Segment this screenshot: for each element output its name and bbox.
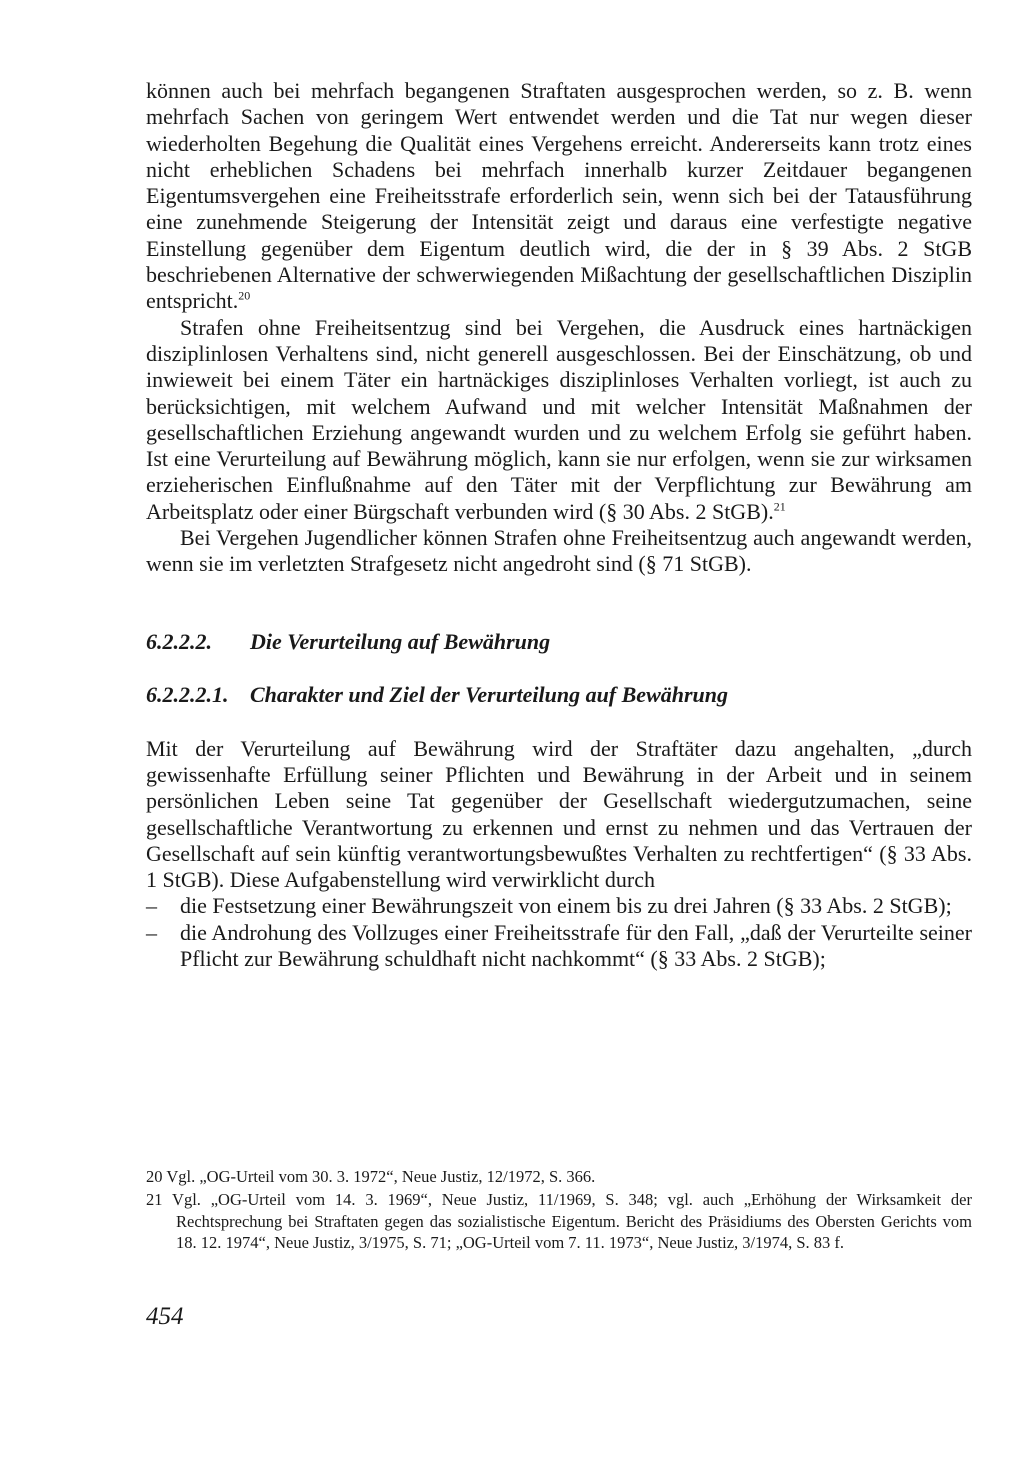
body-text-2 (146, 736, 972, 973)
footnotes (146, 1166, 972, 1255)
subsection-number: 6.2.2.2.1. (146, 681, 229, 707)
body-text (146, 78, 972, 578)
footnote-20: 20 Vgl. „OG-Urteil vom 30. 3. 1972“, Neue Justiz, 12/1972, S. 366. (146, 1167, 596, 1186)
subsection-title: Charakter und Ziel der Verurteilung auf Bewährung (250, 681, 729, 707)
section-number: 6.2.2.2. (146, 628, 212, 654)
paragraph-2 (146, 315, 972, 525)
list-item-text: die Androhung des Vollzuges einer Freiheitsstrafe für den Fall, „daß der Verurteilte seiner Pflicht zur Bewährung schuldhaft nicht nachkommt“ (§ 33 Abs. 2 StGB); (180, 919, 972, 972)
section-heading-6-2-2-2-1 (146, 682, 972, 708)
paragraph-1-text: können auch bei mehrfach begangenen Straftaten ausgesprochen werden, so z. B. wenn mehrfach Sachen von geringem Wert entwendet werden und die Tat nur wegen dieser wiederholten Begehung die Qualität eines Vergehens erreicht. Andererseits kann trotz eines nicht erheblichen Schadens bei mehrfach innerhalb kurzer Zeitdauer begangenen Eigentumsvergehen eine Freiheitsstrafe erforderlich sein, wenn sich bei der Tatausführung eine zunehmende Steigerung der Intensität zeigt und daraus eine verfestigte negative Einstellung gegenüber dem Eigentum deutlich wird, die der in § 39 Abs. 2 StGB beschriebenen Alternative der schwerwiegenden Mißachtung der gesellschaftlichen Disziplin entspricht. (146, 78, 972, 314)
footnote-ref-21: 21 (773, 499, 786, 514)
paragraph-2-text: Strafen ohne Freiheitsentzug sind bei Vergehen, die Ausdruck eines hartnäckigen disziplinlosen Verhaltens sind, nicht generell ausgeschlossen. Bei der Einschätzung, ob und inwieweit bei einem Täter ein hartnäckiges disziplinloses Verhalten vorliegt, ist auch zu berücksichtigen, mit welchem Aufwand und mit welcher Intensität Maßnahmen der gesellschaftlichen Erziehung angewandt wurden und zu welchem Erfolg sie geführt haben. Ist eine Verurteilung auf Bewährung möglich, kann sie nur erfolgen, wenn sie zur wirksamen erzieherischen Einflußnahme auf den Täter mit der Verpflichtung zur Bewährung am Arbeitsplatz oder einer Bürgschaft verbunden wird (§ 30 Abs. 2 StGB). (146, 314, 972, 524)
paragraph-3: Bei Vergehen Jugendlicher können Strafen ohne Freiheitsentzug auch angewandt werden, wenn sie im verletzten Strafgesetz nicht angedroht sind (§ 71 StGB). (146, 525, 972, 577)
dash-bullet: – (146, 893, 157, 919)
list-item-text: die Festsetzung einer Bewährungszeit von einem bis zu drei Jahren (§ 33 Abs. 2 StGB); (180, 893, 952, 919)
paragraph-4: Mit der Verurteilung auf Bewährung wird der Straftäter dazu angehalten, „durch gewissenhafte Erfüllung seiner Pflichten und Bewährung in der Arbeit und in seinem persönlichen Leben seine Tat gegenüber der Gesellschaft wiedergutzumachen, seine gesellschaftliche Verantwortung zu erkennen und ernst zu nehmen und das Vertrauen der Gesellschaft auf sein künftig verantwortungsbewußtes Verhalten zu rechtfertigen“ (§ 33 Abs. 1 StGB). Diese Aufgabenstellung wird verwirklicht durch (146, 735, 972, 893)
footnote-21: 21 Vgl. „OG-Urteil vom 14. 3. 1969“, Neue Justiz, 11/1969, S. 348; vgl. auch „Erhöhung der Wirksamkeit der Rechtsprechung bei Straftaten gegen das sozialistische Eigentum. Bericht des Präsidiums des Obersten Gerichts vom 18. 12. 1974“, Neue Justiz, 3/1975, S. 71; „OG-Urteil vom 7. 11. 1973“, Neue Justiz, 3/1974, S. 83 f. (146, 1190, 972, 1252)
footnote-ref-20: 20 (238, 289, 251, 304)
list-item (146, 920, 972, 973)
list-item (146, 893, 972, 919)
paragraph-1 (146, 78, 972, 315)
dash-list (146, 893, 972, 972)
page-number: 454 (146, 1303, 184, 1330)
page-body (146, 78, 972, 972)
section-title: Die Verurteilung auf Bewährung (250, 628, 551, 654)
section-heading-6-2-2-2 (146, 629, 972, 655)
dash-bullet: – (146, 919, 157, 945)
